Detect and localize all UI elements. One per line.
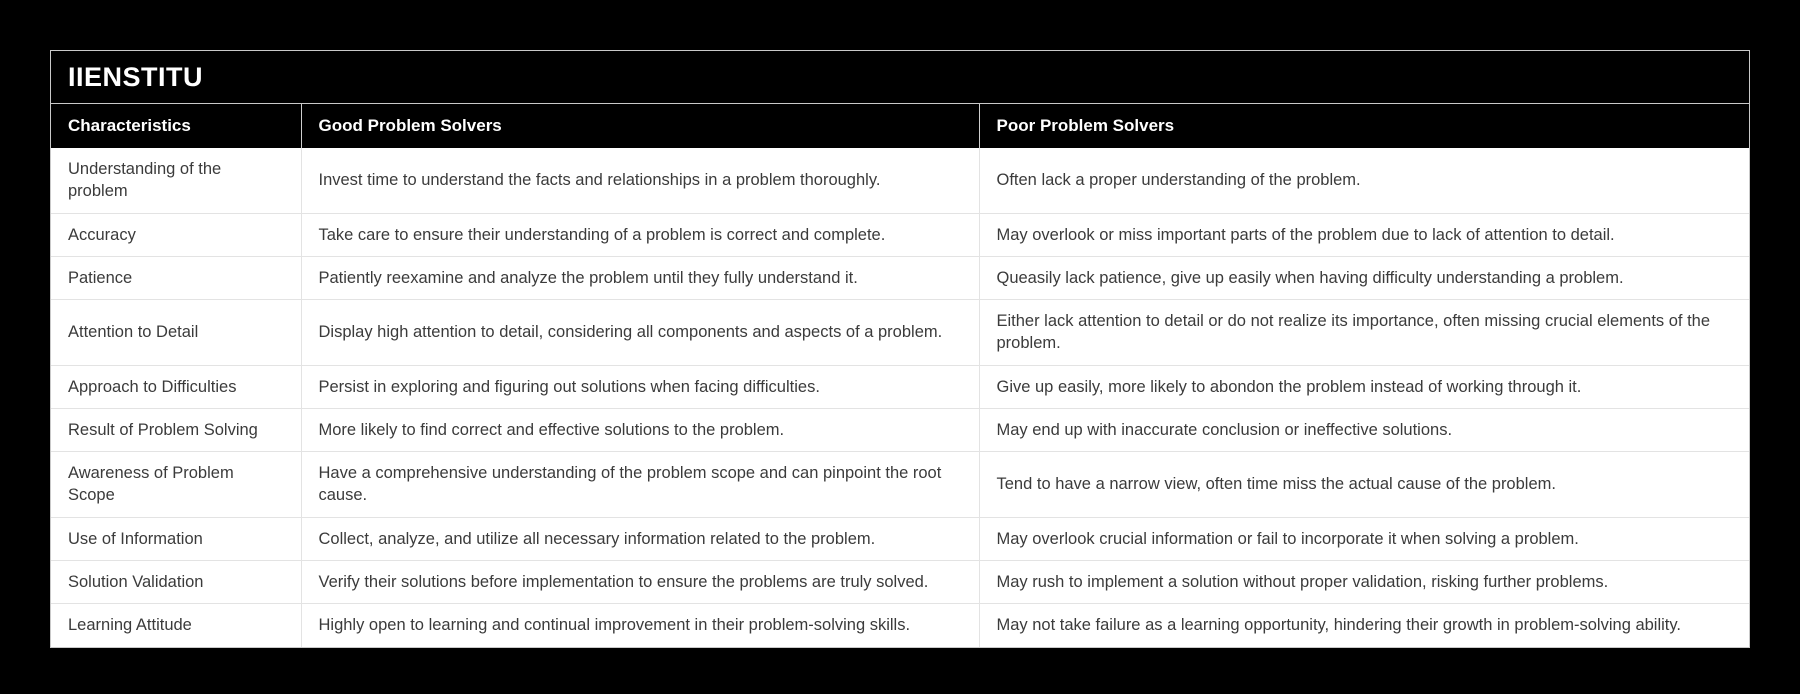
table-header: [51, 104, 1749, 148]
table-row: [51, 148, 1749, 213]
table-row: [51, 300, 1749, 366]
cell-poor: Tend to have a narrow view, often time miss the actual cause of the problem.: [979, 452, 1749, 518]
cell-poor: May rush to implement a solution without proper validation, risking further problems.: [979, 560, 1749, 603]
cell-poor: May overlook crucial information or fail to incorporate it when solving a problem.: [979, 517, 1749, 560]
cell-characteristic: Result of Problem Solving: [51, 408, 301, 451]
cell-good: Highly open to learning and continual improvement in their problem-solving skills.: [301, 604, 979, 647]
table-row: [51, 365, 1749, 408]
cell-good: Invest time to understand the facts and relationships in a problem thoroughly.: [301, 148, 979, 213]
cell-characteristic: Approach to Difficulties: [51, 365, 301, 408]
brand-bar: [51, 51, 1749, 104]
cell-characteristic: Patience: [51, 256, 301, 299]
cell-characteristic: Learning Attitude: [51, 604, 301, 647]
cell-good: More likely to find correct and effective solutions to the problem.: [301, 408, 979, 451]
cell-poor: May overlook or miss important parts of the problem due to lack of attention to detail.: [979, 213, 1749, 256]
comparison-table-card: [50, 50, 1750, 648]
table-row: [51, 604, 1749, 647]
cell-poor: Often lack a proper understanding of the problem.: [979, 148, 1749, 213]
brand-title: IIENSTITU: [68, 61, 204, 92]
column-header-good-problem-solvers: Good Problem Solvers: [301, 104, 979, 148]
cell-characteristic: Use of Information: [51, 517, 301, 560]
header-row: [51, 104, 1749, 148]
cell-good: Collect, analyze, and utilize all necessary information related to the problem.: [301, 517, 979, 560]
cell-characteristic: Awareness of Problem Scope: [51, 452, 301, 518]
cell-poor: May end up with inaccurate conclusion or ineffective solutions.: [979, 408, 1749, 451]
cell-good: Persist in exploring and figuring out solutions when facing difficulties.: [301, 365, 979, 408]
table-row: [51, 560, 1749, 603]
cell-good: Have a comprehensive understanding of the problem scope and can pinpoint the root cause.: [301, 452, 979, 518]
cell-poor: May not take failure as a learning opportunity, hindering their growth in problem-solving ability.: [979, 604, 1749, 647]
cell-poor: Either lack attention to detail or do not realize its importance, often missing crucial elements of the problem.: [979, 300, 1749, 366]
column-header-characteristics: Characteristics: [51, 104, 301, 148]
cell-poor: Give up easily, more likely to abondon the problem instead of working through it.: [979, 365, 1749, 408]
cell-good: Patiently reexamine and analyze the problem until they fully understand it.: [301, 256, 979, 299]
table-row: [51, 256, 1749, 299]
cell-good: Verify their solutions before implementation to ensure the problems are truly solved.: [301, 560, 979, 603]
column-header-poor-problem-solvers: Poor Problem Solvers: [979, 104, 1749, 148]
table-row: [51, 517, 1749, 560]
cell-characteristic: Attention to Detail: [51, 300, 301, 366]
table-row: [51, 452, 1749, 518]
cell-good: Display high attention to detail, considering all components and aspects of a problem.: [301, 300, 979, 366]
table-body: [51, 148, 1749, 647]
comparison-table: [51, 104, 1749, 647]
cell-characteristic: Understanding of the problem: [51, 148, 301, 213]
cell-characteristic: Solution Validation: [51, 560, 301, 603]
cell-characteristic: Accuracy: [51, 213, 301, 256]
table-row: [51, 213, 1749, 256]
table-row: [51, 408, 1749, 451]
cell-good: Take care to ensure their understanding of a problem is correct and complete.: [301, 213, 979, 256]
cell-poor: Queasily lack patience, give up easily when having difficulty understanding a problem.: [979, 256, 1749, 299]
